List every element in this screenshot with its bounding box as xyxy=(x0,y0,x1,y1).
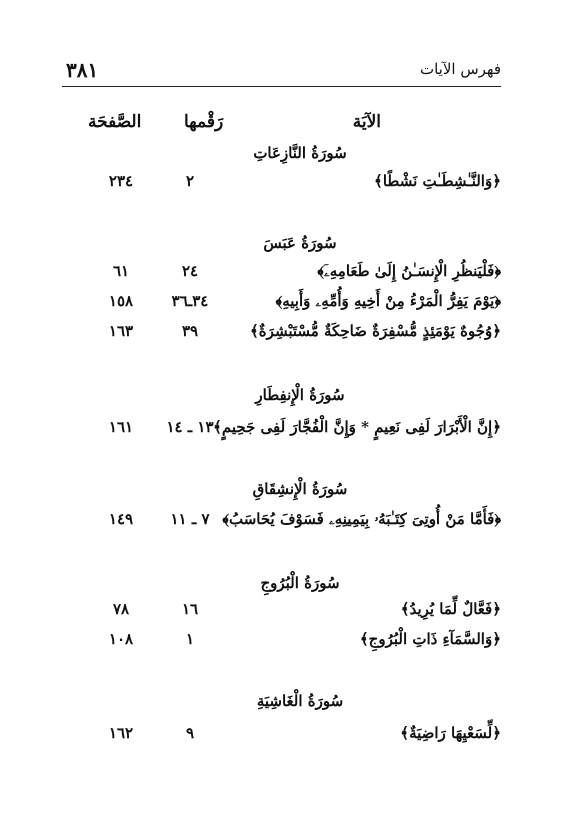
ayah-number: ٢٤ xyxy=(181,262,199,280)
column-header-ayah: الآيَة xyxy=(352,112,381,132)
surah-title: سُورَةُ الْإِنشِقَاقِ xyxy=(252,480,348,498)
ayah-number: ٣٩ xyxy=(181,322,199,340)
page-ref: ١٥٨ xyxy=(108,292,134,310)
ayah-text: ﴿وُجُوهٌ يَوْمَئِذٍ مُّسْفِرَةٌ ضَاحِكَةٌ مُّسْتَبْشِرَةٌ﴾ xyxy=(250,322,501,340)
ayah-number: ١٣ ـ ١٤ xyxy=(166,418,214,436)
ayah-number: ٣٤ـ٣٦ xyxy=(171,292,209,310)
index-row xyxy=(0,630,561,658)
ayah-text: ﴿لِّسَعْيِهَا رَاضِيَةٌ﴾ xyxy=(400,724,501,742)
surah-title: سُورَةُ الْإِنفِطَارِ xyxy=(255,386,345,404)
index-row xyxy=(0,322,561,350)
page-ref: ٢٣٤ xyxy=(108,172,134,190)
index-row xyxy=(0,600,561,628)
surah-title: سُورَةُ النَّازِعَاتِ xyxy=(253,144,347,162)
ayah-text: ﴿فَأَمَّا مَنْ أُوتِىَ كِتَـٰبَهُۥ بِيَمِينِهِۦ فَسَوْفَ يُحَاسَبُ﴾ xyxy=(222,510,501,528)
ayah-text: ﴿فَلْيَنظُرِ الْإِنسَـٰنُ إِلَىٰ طَعَامِهِۦٓ﴾ xyxy=(317,262,501,280)
page-ref: ١٦٣ xyxy=(108,322,134,340)
page-ref: ١٤٩ xyxy=(108,510,134,528)
ayah-text: ﴿يَوْمَ يَفِرُّ الْمَرْءُ مِنْ أَخِيهِ وَأُمِّهِۦ وَأَبِيهِ﴾ xyxy=(275,292,501,310)
index-row xyxy=(0,418,561,446)
page-ref: ١٠٨ xyxy=(108,630,134,648)
ayah-number: ٢ xyxy=(185,172,195,190)
surah-title: سُورَةُ عَبَسَ xyxy=(263,234,337,252)
ayah-text: ﴿إِنَّ الْأَبْرَارَ لَفِى نَعِيمٍ * وَإِنَّ الْفُجَّارَ لَفِى جَحِيمٍ﴾ xyxy=(213,418,501,436)
index-row xyxy=(0,724,561,752)
index-row xyxy=(0,510,561,538)
index-row xyxy=(0,172,561,200)
ayah-text: ﴿وَالنَّـٰشِطَـٰتِ نَشْطًا﴾ xyxy=(374,172,501,190)
column-header-page: الصَّفحَة xyxy=(88,112,142,132)
page-ref: ٧٨ xyxy=(112,600,130,618)
ayah-number: ١ xyxy=(185,630,195,648)
surah-title: سُورَةُ الْبُرُوجِ xyxy=(260,574,340,592)
ayah-number: ٩ xyxy=(185,724,195,742)
page-number: ٣٨١ xyxy=(66,58,99,82)
page-ref: ١٦١ xyxy=(108,418,134,436)
ayah-text: ﴿فَعَّالٌ لِّمَا يُرِيدُ﴾ xyxy=(400,600,501,618)
surah-title: سُورَةُ الْغَاشِيَةِ xyxy=(256,692,344,710)
ayah-text: ﴿وَالسَّمَآءِ ذَاتِ الْبُرُوجِ﴾ xyxy=(359,630,501,648)
ayah-number: ١٦ xyxy=(181,600,199,618)
page-ref: ٦١ xyxy=(112,262,130,280)
header-divider xyxy=(62,86,501,87)
index-row xyxy=(0,262,561,290)
running-title: فهرس الآيات xyxy=(419,60,501,78)
index-row xyxy=(0,292,561,320)
page-ref: ١٦٢ xyxy=(108,724,134,742)
column-header-number: رَقْمها xyxy=(184,112,224,132)
ayah-number: ٧ ـ ١١ xyxy=(170,510,210,528)
